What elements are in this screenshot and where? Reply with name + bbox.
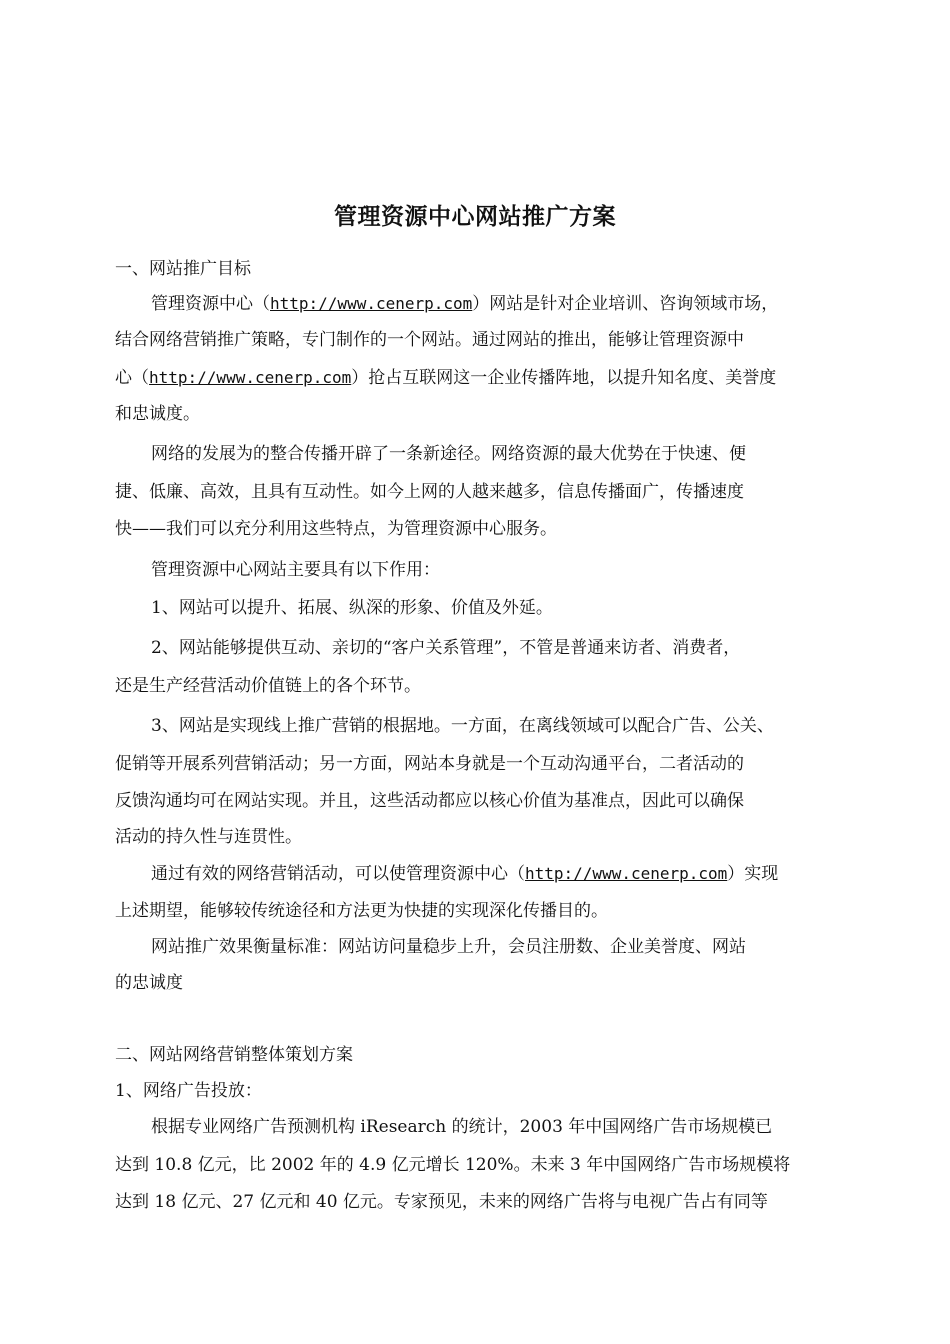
paragraph-5-line-2: 的忠诚度 — [115, 973, 183, 993]
list-item-3-line-3: 反馈沟通均可在网站实现。并且，这些活动都应以核心价值为基准点，因此可以确保 — [115, 791, 744, 811]
paragraph-1-line-4: 和忠诚度。 — [115, 404, 200, 424]
section-2-heading: 二、网站网络营销整体策划方案 — [115, 1045, 353, 1065]
list-item-1: 1、网站可以提升、拓展、纵深的形象、价值及外延。 — [151, 598, 553, 618]
list-item-2-line-2: 还是生产经营活动价值链上的各个环节。 — [115, 676, 421, 696]
text-run: 管理资源中心（ — [151, 294, 270, 314]
paragraph-3: 管理资源中心网站主要具有以下作用： — [151, 560, 440, 580]
paragraph-2-line-1: 网络的发展为的整合传播开辟了一条新途径。网络资源的最大优势在于快速、便 — [151, 444, 746, 464]
list-item-3-line-1: 3、网站是实现线上推广营销的根据地。一方面，在离线领域可以配合广告、公关、 — [151, 716, 774, 736]
site-link[interactable]: http://www.cenerp.com — [149, 368, 352, 387]
text-run: ）网站是针对企业培训、咨询领域市场， — [472, 294, 779, 314]
paragraph-5-line-1: 网站推广效果衡量标准：网站访问量稳步上升，会员注册数、企业美誉度、网站 — [151, 937, 746, 957]
site-link[interactable]: http://www.cenerp.com — [525, 864, 728, 883]
list-item-2-line-1: 2、网站能够提供互动、亲切的“客户关系管理”，不管是普通来访者、消费者， — [151, 638, 741, 658]
text-run: 心（ — [115, 368, 149, 388]
text-run: ）抢占互联网这一企业传播阵地，以提升知名度、美誉度 — [351, 368, 777, 388]
paragraph-1-line-1 — [151, 293, 881, 315]
paragraph-1-line-3 — [115, 367, 845, 389]
paragraph-2-line-2: 捷、低廉、高效，且具有互动性。如今上网的人越来越多，信息传播面广，传播速度 — [115, 482, 744, 502]
page-title: 管理资源中心网站推广方案 — [334, 203, 616, 230]
paragraph-6-line-1: 根据专业网络广告预测机构 iResearch 的统计，2003 年中国网络广告市场规模已 — [151, 1117, 773, 1137]
list-item-3-line-4: 活动的持久性与连贯性。 — [115, 827, 302, 847]
text-run: ）实现 — [727, 864, 779, 884]
paragraph-4-line-2: 上述期望，能够较传统途径和方法更为快捷的实现深化传播目的。 — [115, 901, 608, 921]
section-1-heading: 一、网站推广目标 — [115, 259, 251, 279]
paragraph-6-line-3: 达到 18 亿元、27 亿元和 40 亿元。专家预见，未来的网络广告将与电视广告占有同等 — [115, 1192, 768, 1212]
text-run: 通过有效的网络营销活动，可以使管理资源中心（ — [151, 864, 525, 884]
section-2-subheading-1: 1、网络广告投放： — [115, 1081, 262, 1101]
paragraph-2-line-3: 快——我们可以充分利用这些特点，为管理资源中心服务。 — [115, 519, 557, 539]
site-link[interactable]: http://www.cenerp.com — [270, 294, 473, 313]
paragraph-4-line-1 — [151, 863, 881, 885]
paragraph-1-line-2: 结合网络营销推广策略，专门制作的一个网站。通过网站的推出，能够让管理资源中 — [115, 330, 744, 350]
paragraph-6-line-2: 达到 10.8 亿元，比 2002 年的 4.9 亿元增长 120%。未来 3 年中国网络广告市场规模将 — [115, 1155, 791, 1175]
list-item-3-line-2: 促销等开展系列营销活动；另一方面，网站本身就是一个互动沟通平台，二者活动的 — [115, 754, 744, 774]
